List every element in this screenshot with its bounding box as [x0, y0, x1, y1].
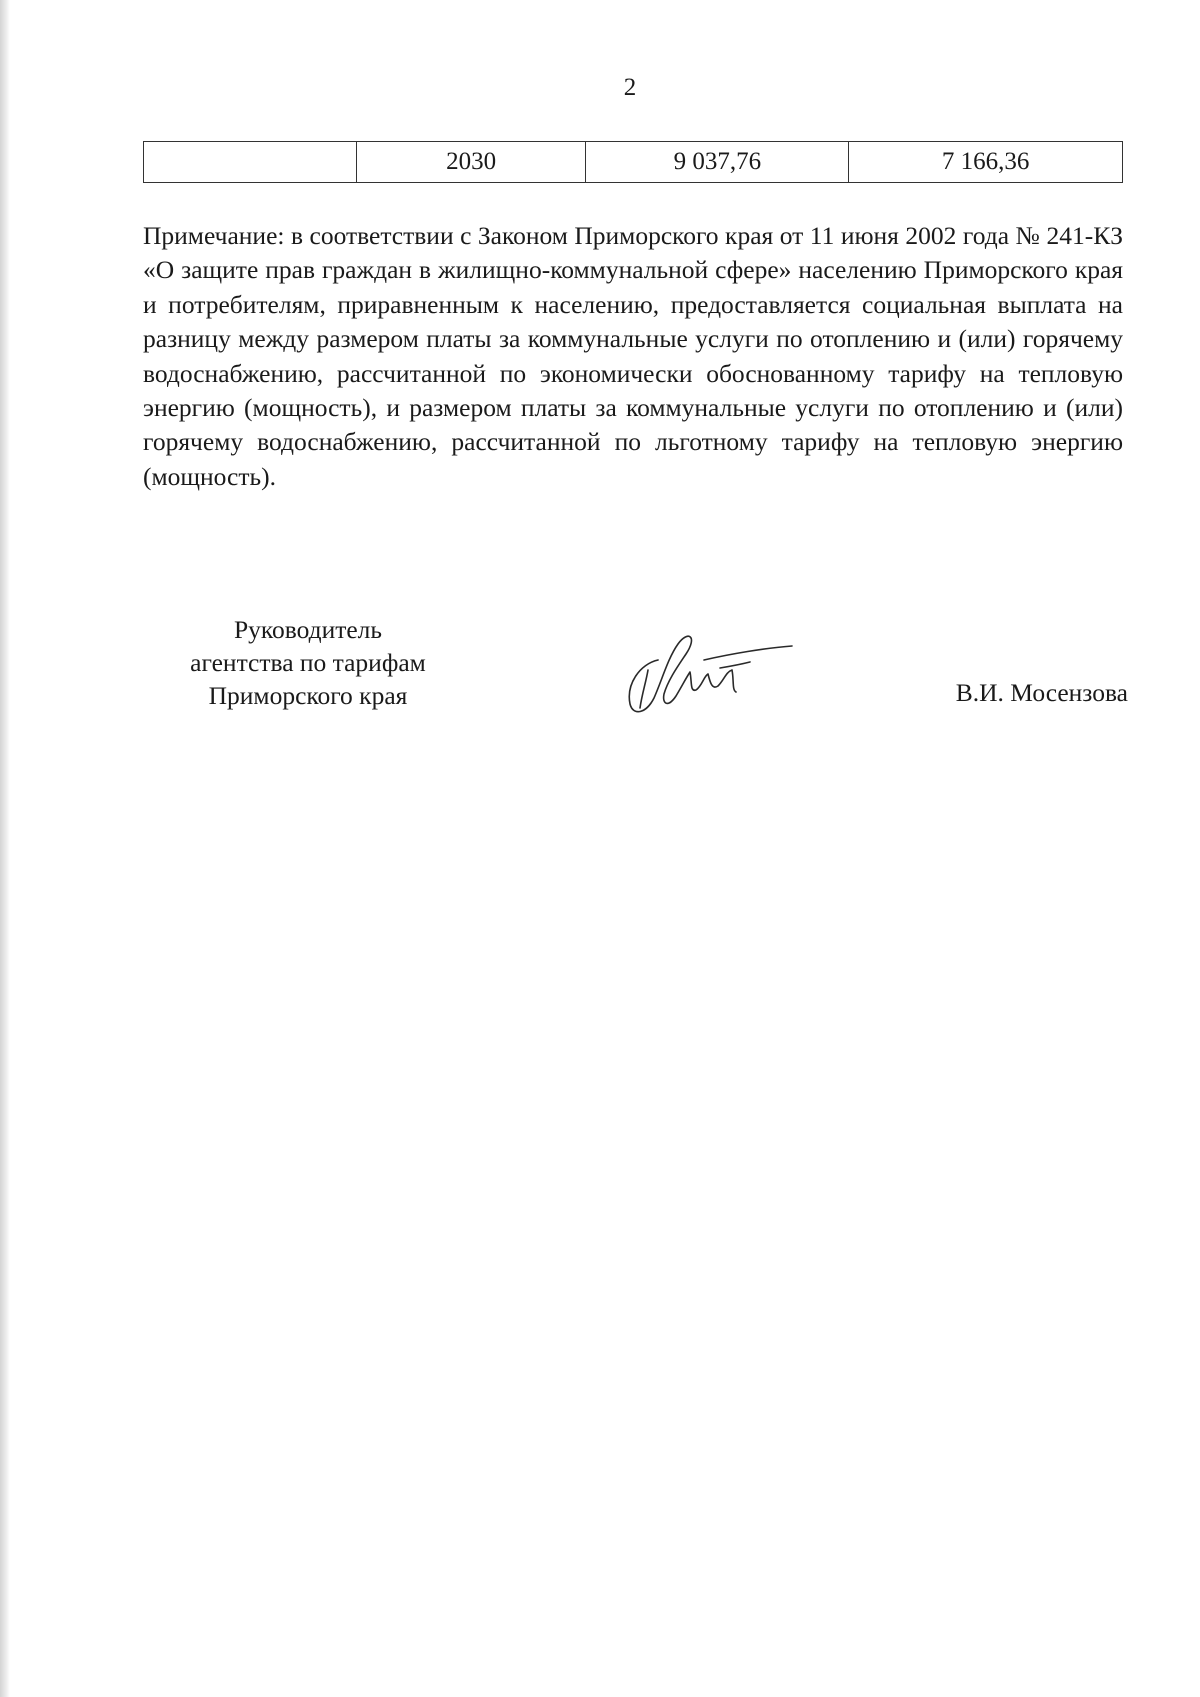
scan-edge-shadow	[0, 0, 10, 1697]
page-number: 2	[623, 74, 637, 101]
note-paragraph: Примечание: в соответствии с Законом Приморского края от 11 июня 2002 года № 241-КЗ «О защите прав граждан в жилищно-коммунальной сфере» населению Приморского края и потребителям, приравненным к населению, предоставляется социальная выплата на разницу между размером платы за коммунальные услуги по отоплению и (или) горячему водоснабжению, рассчитанной по экономически обоснованному тарифу на тепловую энергию (мощность), и размером платы за коммунальные услуги по отоплению и (или) горячему водоснабжению, рассчитанной по льготному тарифу на тепловую энергию (мощность).	[143, 221, 1123, 491]
signer-title	[143, 613, 473, 712]
table-cell-tariff-preferential: 7 166,36	[849, 142, 1123, 183]
table-cell-tariff-economic: 9 037,76	[586, 142, 849, 183]
signer-title-line: Руководитель	[233, 615, 383, 644]
table-cell-year: 2030	[356, 142, 586, 183]
handwritten-signature	[620, 628, 795, 718]
signer-title-line: агентства по тарифам	[190, 648, 426, 677]
table-cell-empty	[144, 142, 357, 183]
signer-title-line: Приморского края	[208, 681, 408, 710]
table-row	[144, 142, 1123, 183]
signer-name: В.И. Мосензова	[955, 678, 1128, 707]
tariff-table	[143, 141, 1123, 183]
